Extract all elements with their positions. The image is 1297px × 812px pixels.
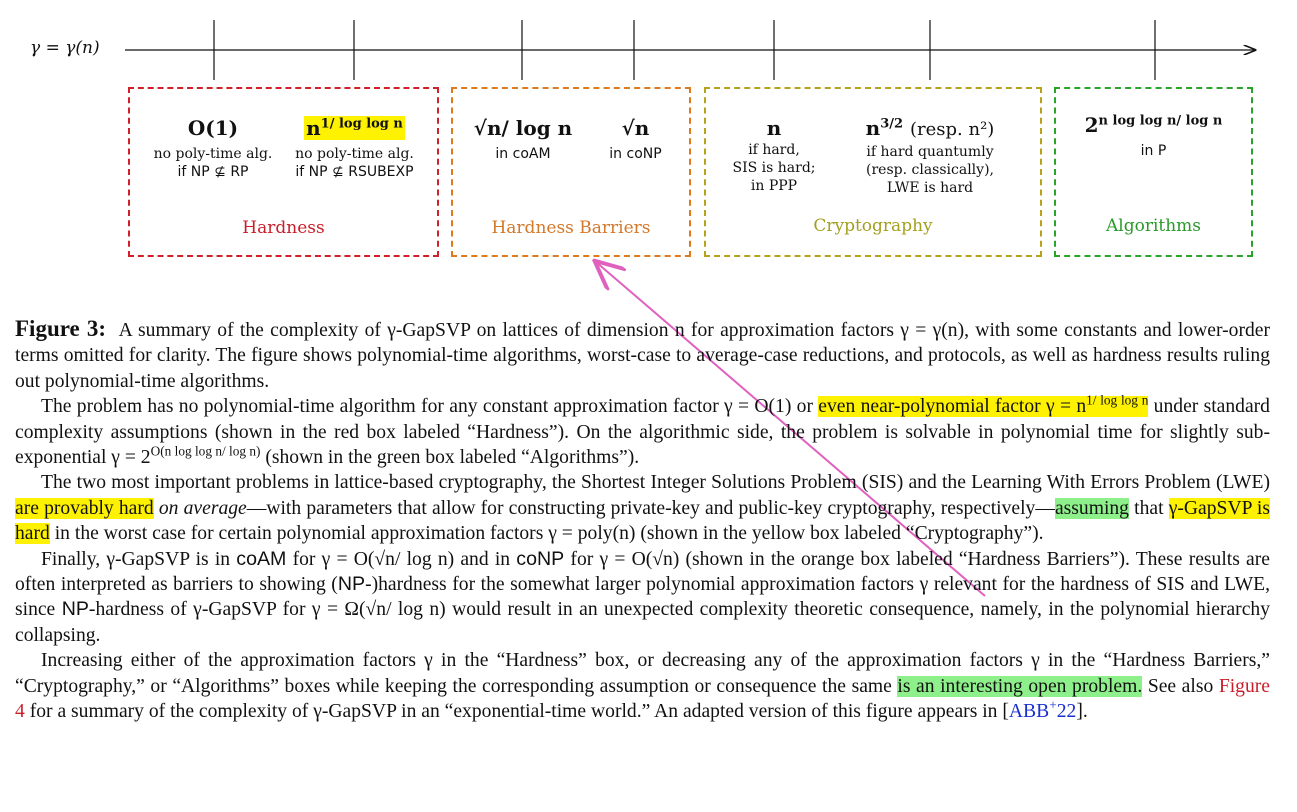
math-expression: n: [766, 116, 782, 140]
item-note: in PPP: [750, 178, 798, 194]
barriers-item-conp: [588, 115, 683, 163]
item-note: in coAM: [495, 146, 551, 162]
figure-caption: [15, 316, 1270, 725]
crypto-item-n: [712, 115, 836, 195]
algorithms-item: [1058, 112, 1249, 160]
item-note: in P: [1140, 143, 1167, 159]
category-label-hardness: Hardness: [242, 218, 325, 238]
category-label-barriers: Hardness Barriers: [491, 218, 651, 238]
figure-label: Figure 3:: [15, 316, 107, 341]
figure-4-link[interactable]: Figure 4: [15, 675, 1270, 723]
item-note: in coNP: [609, 146, 662, 162]
category-label-algorithms: Algorithms: [1105, 216, 1202, 236]
caption-paragraph-4: Finally, γ-GapSVP is in coAM for γ = O(√n/ log n) and in coNP for γ = O(√n) (shown in the orange box labeled “Hardness Barriers”). These results are often interpreted as barriers to showing (NP-)hardness for the somewhat larger polynomial approximation factors γ relevant for the hardness of SIS and LWE, since NP-hardness of γ-GapSVP for γ = Ω(√n/ log n) would result in an unexpected complexity theoretic consequence, namely, in the polynomial hierarchy collapsing.: [15, 547, 1271, 646]
item-note: no poly-time alg.: [153, 146, 273, 162]
caption-paragraph-1: [15, 316, 1270, 394]
highlight-green: is an interesting open problem.: [897, 675, 1143, 697]
axis-label: γ = γ(n): [30, 38, 100, 58]
math-expression: √n/ log n: [473, 116, 573, 140]
math-expression: $n^{3/2}$ (resp. n²): [865, 116, 995, 140]
math-expression: √n: [621, 116, 650, 140]
math-expression: $n^{1/ log log n}$: [306, 116, 403, 140]
item-note: if hard quantumly: [866, 144, 994, 160]
highlight-yellow: even near-polynomial factor $\gamma = n^{1/ log log n}$: [818, 392, 1149, 418]
item-note: (resp. classically),: [866, 162, 994, 178]
hardness-item-near-poly: [282, 115, 427, 181]
item-note: if hard,: [748, 142, 800, 158]
highlight-yellow: γ-GapSVP is hard: [15, 497, 1270, 545]
hardness-item-constant: [138, 115, 288, 181]
item-note: if NP ⊈ RSUBEXP: [295, 164, 414, 180]
item-note: no poly-time alg.: [295, 146, 414, 162]
barriers-item-coam: [458, 115, 588, 163]
highlight-green: assuming: [1054, 497, 1129, 519]
highlight-yellow: are provably hard: [15, 497, 154, 519]
item-note: if NP ⊈ RP: [177, 164, 249, 180]
math-expression: O(1): [187, 116, 239, 140]
math-expression: $2^{n log log n/ log n}$: [1084, 113, 1223, 137]
citation-link[interactable]: ABB+22: [1008, 697, 1077, 723]
caption-paragraph-3: The two most important problems in lattice-based cryptography, the Shortest Integer Solutions Problem (SIS) and the Learning With Errors Problem (LWE) are provably hard on average—with parameters that allow for constructing private-key and public-key cryptography, respectively—assuming that γ-GapSVP is hard in the worst case for certain polynomial approximation factors γ = poly(n) (shown in the yellow box labeled “Cryptography”).: [15, 472, 1270, 545]
item-note: SIS is hard;: [732, 160, 816, 176]
caption-paragraph-2: The problem has no polynomial-time algorithm for any constant approximation factor γ = O(1) or even near-polynomial factor $\gamma = n^{1/ log log n}$ under standard complexity assumptions (shown in the red box labeled “Hardness”). On the algorithmic side, the problem is solvable in polynomial time for slightly sub-exponential $\gamma = 2^{O(n log log n/ log n)}$ (shown in the green box labeled “Algorithms”).: [15, 392, 1270, 469]
item-note: LWE is hard: [886, 180, 974, 196]
category-label-cryptography: Cryptography: [813, 216, 933, 236]
caption-paragraph-5: Increasing either of the approximation factors γ in the “Hardness” box, or decreasing any of the approximation factors γ in the “Hardness Barriers,” “Cryptography,” or “Algorithms” boxes while keeping the corresponding assumption or consequence the same is an interesting open problem. See also Figure 4 for a summary of the complexity of γ-GapSVP in an “exponential-time world.” An adapted version of this figure appears in [ABB+22].: [15, 650, 1270, 723]
crypto-item-n32: [838, 115, 1022, 197]
caption-text: A summary of the complexity of γ-GapSVP on lattices of dimension n for approximation factors γ = γ(n), with some constants and lower-order terms omitted for clarity. The figure shows polynomial-time algorithms, worst-case to average-case reductions, and protocols, as well as hardness results ruling out polynomial-time algorithms.: [15, 320, 1270, 392]
